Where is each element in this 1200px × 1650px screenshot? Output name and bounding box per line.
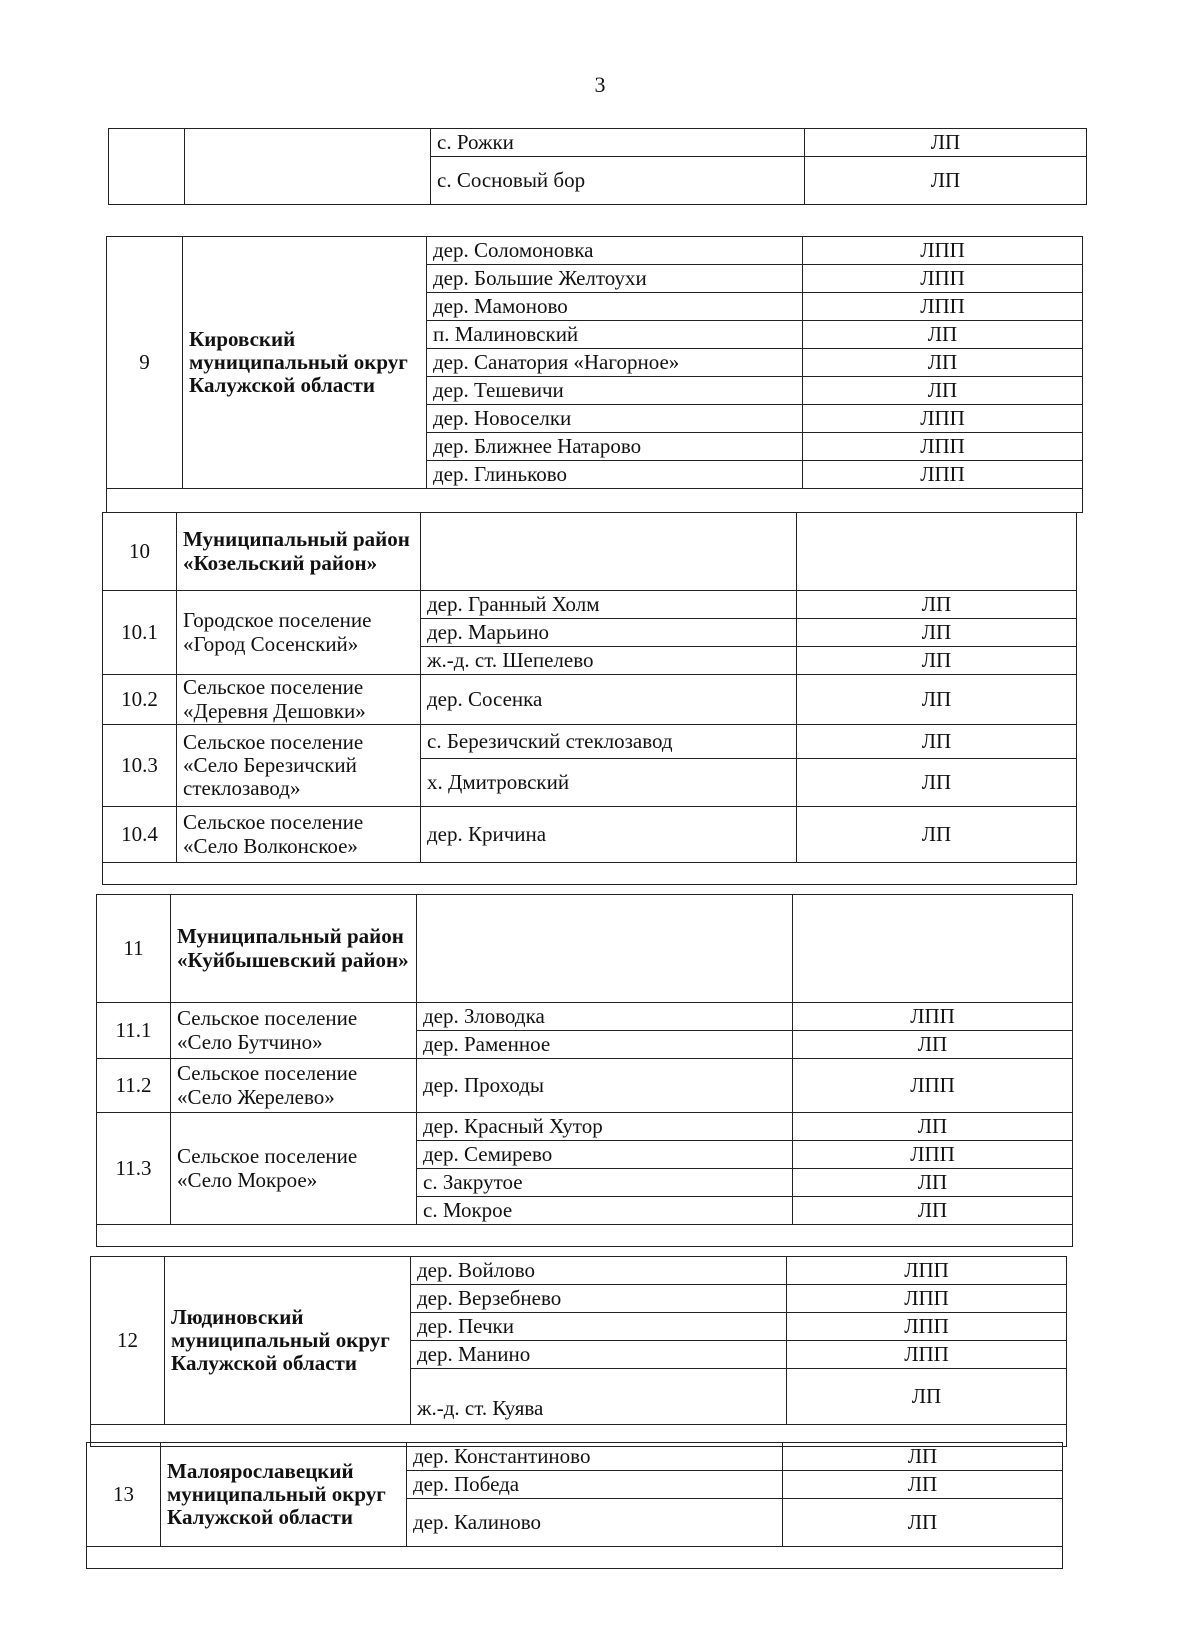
subdivision-name: Сельское поселение «Село Мокрое» bbox=[171, 1113, 417, 1225]
settlement-cell: дер. Соломоновка bbox=[427, 237, 803, 265]
code-cell: ЛПП bbox=[793, 1141, 1073, 1169]
district-name: Муниципальный район «Козельский район» bbox=[177, 513, 421, 591]
district-name: Муниципальный район «Куйбышевский район» bbox=[171, 895, 417, 1003]
code-cell: ЛП bbox=[805, 129, 1087, 157]
code-cell: ЛП bbox=[793, 1113, 1073, 1141]
district-number: 11 bbox=[97, 895, 171, 1003]
row-number-cell bbox=[109, 129, 185, 205]
code-cell: ЛПП bbox=[787, 1285, 1067, 1313]
code-cell: ЛП bbox=[793, 1169, 1073, 1197]
table-row bbox=[103, 725, 1077, 759]
district-table-13 bbox=[86, 1442, 1063, 1569]
settlement-cell: дер. Победа bbox=[407, 1471, 783, 1499]
settlement-cell: с. Рожки bbox=[431, 129, 805, 157]
code-cell: ЛП bbox=[783, 1471, 1063, 1499]
code-cell: ЛП bbox=[797, 725, 1077, 759]
district-name: Малоярославецкий муниципальный округ Калужской области bbox=[161, 1443, 407, 1547]
settlement-cell: дер. Калиново bbox=[407, 1499, 783, 1547]
settlement-cell: дер. Большие Желтоухи bbox=[427, 265, 803, 293]
subdivision-number: 10.4 bbox=[103, 807, 177, 863]
settlement-cell: дер. Санатория «Нагорное» bbox=[427, 349, 803, 377]
district-table-12 bbox=[90, 1256, 1067, 1447]
code-cell: ЛПП bbox=[803, 265, 1083, 293]
code-cell: ЛПП bbox=[803, 461, 1083, 489]
code-cell: ЛП bbox=[793, 1031, 1073, 1059]
page-number: 3 bbox=[594, 72, 606, 97]
code-cell: ЛП bbox=[793, 1197, 1073, 1225]
table-row bbox=[97, 895, 1073, 1003]
code-cell: ЛП bbox=[783, 1443, 1063, 1471]
settlement-cell: дер. Глиньково bbox=[427, 461, 803, 489]
subdivision-name: Сельское поселение «Село Жерелево» bbox=[171, 1059, 417, 1113]
subdivision-number: 11.3 bbox=[97, 1113, 171, 1225]
table-row bbox=[97, 1059, 1073, 1113]
subdivision-number: 11.2 bbox=[97, 1059, 171, 1113]
settlement-cell: дер. Гранный Холм bbox=[421, 591, 797, 619]
spacer-row bbox=[103, 863, 1077, 885]
settlement-cell: дер. Тешевичи bbox=[427, 377, 803, 405]
settlement-cell: дер. Раменное bbox=[417, 1031, 793, 1059]
table-row bbox=[103, 591, 1077, 619]
settlement-cell: п. Малиновский bbox=[427, 321, 803, 349]
settlement-cell: с. Мокрое bbox=[417, 1197, 793, 1225]
table-row bbox=[103, 807, 1077, 863]
code-cell: ЛПП bbox=[803, 433, 1083, 461]
table-row bbox=[97, 1113, 1073, 1141]
district-name: Кировский муниципальный округ Калужской области bbox=[183, 237, 427, 489]
code-cell bbox=[797, 513, 1077, 591]
code-cell: ЛП bbox=[797, 591, 1077, 619]
settlement-cell bbox=[421, 513, 797, 591]
subdivision-name: Сельское поселение «Село Бутчино» bbox=[171, 1003, 417, 1059]
settlement-cell: дер. Марьино bbox=[421, 619, 797, 647]
settlement-cell: с. Закрутое bbox=[417, 1169, 793, 1197]
settlement-cell: дер. Мамоново bbox=[427, 293, 803, 321]
code-cell: ЛП bbox=[797, 619, 1077, 647]
settlement-cell: х. Дмитровский bbox=[421, 759, 797, 807]
spacer-row bbox=[107, 489, 1083, 513]
code-cell bbox=[793, 895, 1073, 1003]
code-cell: ЛП bbox=[797, 759, 1077, 807]
subdivision-name: Сельское поселение «Село Березичский стеклозавод» bbox=[177, 725, 421, 807]
table-row bbox=[97, 1003, 1073, 1031]
district-number: 13 bbox=[87, 1443, 161, 1547]
settlement-cell: ж.-д. ст. Шепелево bbox=[421, 647, 797, 675]
district-table-9 bbox=[106, 236, 1083, 513]
settlement-cell: дер. Войлово bbox=[411, 1257, 787, 1285]
settlement-cell: с. Березичский стеклозавод bbox=[421, 725, 797, 759]
settlement-cell: дер. Красный Хутор bbox=[417, 1113, 793, 1141]
code-cell: ЛПП bbox=[803, 237, 1083, 265]
table-row bbox=[91, 1257, 1067, 1285]
continuation-table bbox=[108, 128, 1087, 205]
table-row bbox=[109, 129, 1087, 157]
code-cell: ЛП bbox=[797, 807, 1077, 863]
table-row bbox=[87, 1443, 1063, 1471]
settlement-cell: с. Сосновый бор bbox=[431, 157, 805, 205]
subdivision-number: 11.1 bbox=[97, 1003, 171, 1059]
district-table-11 bbox=[96, 894, 1073, 1247]
settlement-cell bbox=[417, 895, 793, 1003]
settlement-cell: дер. Кричина bbox=[421, 807, 797, 863]
code-cell: ЛПП bbox=[793, 1003, 1073, 1031]
district-name: Людиновский муниципальный округ Калужской области bbox=[165, 1257, 411, 1425]
subdivision-number: 10.3 bbox=[103, 725, 177, 807]
code-cell: ЛПП bbox=[803, 293, 1083, 321]
code-cell: ЛП bbox=[787, 1369, 1067, 1425]
code-cell: ЛП bbox=[805, 157, 1087, 205]
settlement-cell: дер. Проходы bbox=[417, 1059, 793, 1113]
code-cell: ЛП bbox=[797, 647, 1077, 675]
subdivision-name: Сельское поселение «Село Волконское» bbox=[177, 807, 421, 863]
table-row bbox=[103, 513, 1077, 591]
code-cell: ЛП bbox=[783, 1499, 1063, 1547]
code-cell: ЛП bbox=[803, 349, 1083, 377]
spacer-row bbox=[97, 1225, 1073, 1247]
settlement-cell: ж.-д. ст. Куява bbox=[411, 1369, 787, 1425]
code-cell: ЛП bbox=[803, 321, 1083, 349]
settlement-cell: дер. Сосенка bbox=[421, 675, 797, 725]
subdivision-number: 10.2 bbox=[103, 675, 177, 725]
code-cell: ЛПП bbox=[787, 1257, 1067, 1285]
table-row bbox=[103, 675, 1077, 725]
settlement-cell: дер. Манино bbox=[411, 1341, 787, 1369]
district-name-cell bbox=[185, 129, 431, 205]
code-cell: ЛПП bbox=[787, 1313, 1067, 1341]
code-cell: ЛПП bbox=[803, 405, 1083, 433]
district-number: 10 bbox=[103, 513, 177, 591]
settlement-cell: дер. Ближнее Натарово bbox=[427, 433, 803, 461]
spacer-row bbox=[87, 1547, 1063, 1569]
district-number: 12 bbox=[91, 1257, 165, 1425]
subdivision-name: Городское поселение «Город Сосенский» bbox=[177, 591, 421, 675]
code-cell: ЛПП bbox=[793, 1059, 1073, 1113]
settlement-cell: дер. Верзебнево bbox=[411, 1285, 787, 1313]
settlement-cell: дер. Печки bbox=[411, 1313, 787, 1341]
settlement-cell: дер. Семирево bbox=[417, 1141, 793, 1169]
subdivision-number: 10.1 bbox=[103, 591, 177, 675]
code-cell: ЛПП bbox=[787, 1341, 1067, 1369]
district-number: 9 bbox=[107, 237, 183, 489]
subdivision-name: Сельское поселение «Деревня Дешовки» bbox=[177, 675, 421, 725]
code-cell: ЛП bbox=[803, 377, 1083, 405]
district-table-10 bbox=[102, 512, 1077, 885]
settlement-cell: дер. Зловодка bbox=[417, 1003, 793, 1031]
code-cell: ЛП bbox=[797, 675, 1077, 725]
settlement-cell: дер. Константиново bbox=[407, 1443, 783, 1471]
table-row bbox=[107, 237, 1083, 265]
settlement-cell: дер. Новоселки bbox=[427, 405, 803, 433]
